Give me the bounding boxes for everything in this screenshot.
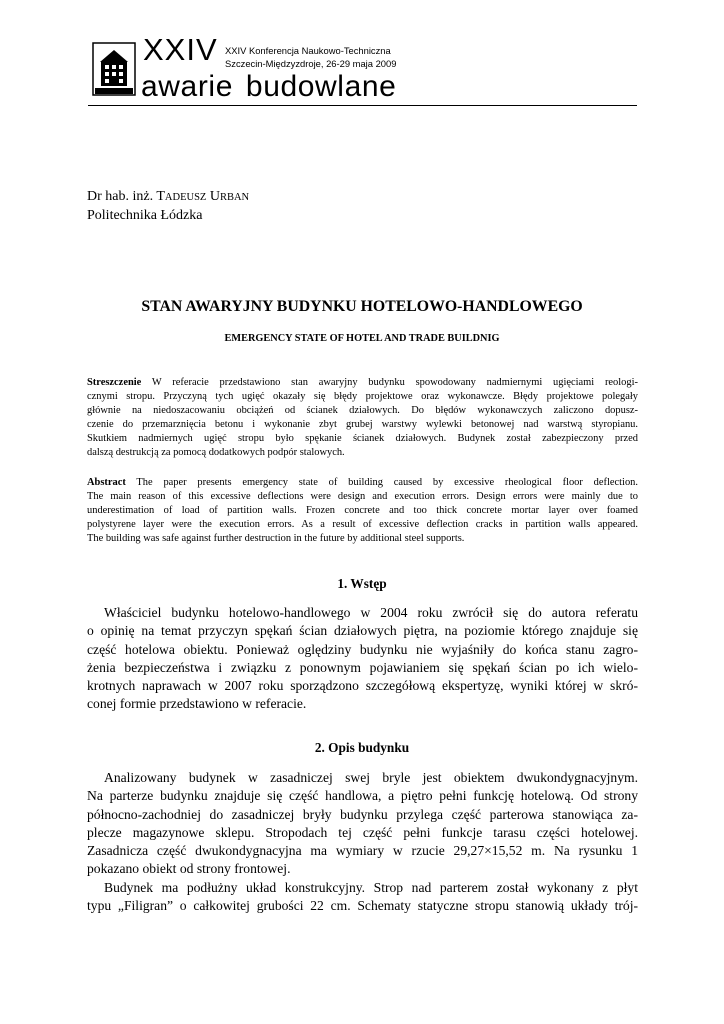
paragraph-line: Na parterze budynku znajduje się część handlowa, a piętro pełni funkcję hotelową. Od strony xyxy=(87,788,638,804)
section-body-introduction xyxy=(87,604,638,714)
abstract-line: Skutkiem nadmiernych ugięć stropu było spękanie ścianek działowych. Budynek został zabezpieczony przed xyxy=(87,433,638,444)
conference-number: XXIV xyxy=(143,32,218,67)
conference-title: XXIV Konferencja Naukowo-Techniczna xyxy=(225,45,391,56)
paper-title: STAN AWARYJNY BUDYNKU HOTELOWO-HANDLOWEGO xyxy=(141,298,583,315)
abstract-line: głównie na niedoszacowaniu obciążeń od ścianek działowych. Do błędów wykonawczych zaliczono dopusz- xyxy=(87,405,638,416)
paragraph-line: żenia bezpieczeństwa i związku z ponownym pojawianiem się spękań ścian po ich wielo- xyxy=(87,659,638,675)
abstract-line: The building was safe against further destruction in the future by additional steel supports. xyxy=(87,533,465,544)
author-name: Dr hab. inż. TADEUSZ URBAN xyxy=(87,189,250,204)
abstract-line: czenie do przemarznięcia betonu i wykonanie zbyt grubej warstwy wylewki betonowej nad warstwą styropianu. xyxy=(87,419,638,430)
abstract-english xyxy=(87,476,638,546)
paragraph-line: krotnych naprawach w 2007 roku sporządzono szczegółową ekspertyzę, wyniki której w skró- xyxy=(87,678,638,694)
abstract-line: Abstract The paper presents emergency state of building caused by excessive rheological floor deflection. xyxy=(87,477,638,488)
paragraph-line: conej formie przedstawiono w referacie. xyxy=(87,696,307,712)
paragraph-line: o opinię na temat przyczyn spękań ścian działowych piętra, na poziomie którego znajduje się xyxy=(87,623,638,639)
abstract-label: Abstract xyxy=(87,477,126,488)
abstract-line: underestimation of load of partition walls. Frozen concrete and too thick concrete mortar layer over foamed xyxy=(87,505,638,516)
section-heading-building-description: 2. Opis budynku xyxy=(314,740,410,755)
abstract-line: The main reason of this excessive deflections were design and execution errors. Design errors were mainly due to xyxy=(87,491,638,502)
header-divider xyxy=(88,105,637,106)
author-block xyxy=(87,188,249,225)
paragraph-line: Właściciel budynku hotelowo-handlowego w 2004 roku zwrócił się do autora referatu xyxy=(104,605,638,620)
paragraph-line: plecze magazynowe sklepu. Stropodach tej część pełni funkcje tarasu części hotelowej. xyxy=(87,824,638,840)
building-logo-icon xyxy=(92,42,136,96)
abstract-line: Streszczenie W referacie przedstawiono stan awaryjny budynku spowodowany nadmiernymi ugięciami reologi- xyxy=(87,377,638,388)
conference-venue-dates: Szczecin-Międzyzdroje, 26-29 maja 2009 xyxy=(225,57,397,69)
conference-name: awarie budowlane xyxy=(141,70,397,103)
abstract-label: Streszczenie xyxy=(87,377,142,388)
section-body-building-description xyxy=(87,769,638,915)
paragraph-line: typu „Filigran” o całkowitej grubości 22 cm. Schematy statyczne stropu stanowią układy trój- xyxy=(87,898,638,914)
paragraph-line: pokazano obiekt od strony frontowej. xyxy=(87,861,291,877)
abstract-line: dalszą destrukcją za pomocą dodatkowych podpór stalowych. xyxy=(87,447,345,458)
conference-logo xyxy=(92,42,136,96)
paper-subtitle: EMERGENCY STATE OF HOTEL AND TRADE BUILDNIG xyxy=(224,333,500,344)
paragraph-line: Budynek ma podłużny układ konstrukcyjny. Strop nad parterem został wykonany z płyt xyxy=(104,879,638,895)
paragraph-line: część hotelowa obiektu. Ponieważ oględziny budynku nie wyjaśniły do końca stanu zagro- xyxy=(87,641,638,657)
paragraph-line: Analizowany budynek w zasadniczej swej bryle jest obiektem dwukondygnacyjnym. xyxy=(104,770,638,785)
paragraph-line: północno-zachodniej do zasadniczej bryły budynku przylega część parterowa stanowiąca za- xyxy=(87,806,638,822)
abstract-line: cznymi stropu. Przyczyną tych ugięć okazały się błędy projektowe oraz wykonawcze. Błędy projektowe polegały xyxy=(87,391,638,402)
section-heading-introduction: 1. Wstęp xyxy=(337,576,387,591)
abstract-line: polystyrene layer were the execution errors. As a result of excessive deflection cracks in partition walls appeared. xyxy=(87,519,638,530)
author-affiliation: Politechnika Łódzka xyxy=(87,208,203,223)
conference-info xyxy=(225,45,396,70)
paragraph-line: Zasadnicza część dwukondygnacyjna ma wymiary w rzucie 29,27×15,52 m. Na rysunku 1 xyxy=(87,843,638,859)
abstract-polish xyxy=(87,376,638,460)
